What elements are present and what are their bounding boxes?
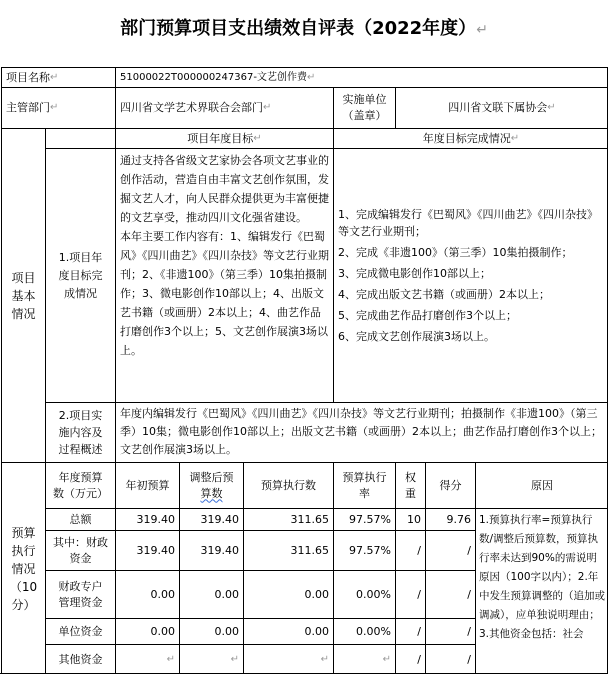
table-row-label-cell — [45, 570, 115, 618]
completion-item: 4、完成出版文艺书籍（或画册）2本以上； — [338, 288, 550, 301]
paragraph-mark-icon: ↵ — [263, 102, 272, 113]
executed-value: 0.00 — [304, 587, 329, 601]
rate-value: 0.00% — [356, 587, 391, 601]
adjusted-value: 0.00 — [214, 587, 239, 601]
adjusted-budget-cell — [179, 530, 243, 570]
paragraph-mark-icon: ↵ — [320, 653, 329, 665]
completion-item: 3、完成微电影创作10部以上； — [338, 267, 491, 280]
table-row-label-cell — [45, 508, 115, 530]
weight-cell — [395, 570, 425, 618]
executed-value: 311.65 — [290, 543, 329, 557]
score-value: / — [467, 652, 471, 666]
adjusted-header-cell — [179, 462, 243, 508]
paragraph-mark-icon: ↵ — [253, 132, 262, 144]
initial-budget-header: 年初预算 — [125, 478, 170, 492]
score-value: / — [467, 624, 471, 638]
rate-value: 97.57% — [349, 512, 391, 526]
weight-value: / — [417, 587, 421, 601]
weight-header-2: 重 — [405, 486, 416, 500]
paragraph-mark-icon: ↵ — [476, 22, 488, 38]
annual-goal-text-cell — [115, 148, 333, 402]
rate-header-cell — [333, 462, 395, 508]
rate-cell — [333, 618, 395, 644]
impl-label-cell — [45, 402, 115, 462]
rate-value: 0.00% — [356, 624, 391, 638]
goal-status-label-2: 度目标完 — [58, 268, 103, 282]
rate-cell — [333, 644, 395, 674]
rate-cell — [333, 530, 395, 570]
annual-budget-header-1: 年度预算 — [58, 470, 103, 484]
rate-cell — [333, 570, 395, 618]
weight-value: / — [417, 652, 421, 666]
goal-completion-header-cell — [333, 128, 608, 148]
goal-completion-list — [334, 206, 608, 345]
impl-unit-value-cell — [395, 87, 608, 128]
weight-value: 10 — [407, 512, 421, 526]
impl-label-1: 2.项目实 — [58, 409, 103, 422]
executed-cell — [243, 618, 333, 644]
goal-status-label-1: 1.项目年 — [58, 250, 103, 264]
adjusted-budget-cell — [179, 508, 243, 530]
completion-item: 6、完成文艺创作展演3场以上。 — [338, 330, 495, 343]
completion-item: 5、完成曲艺作品打磨创作3个以上； — [338, 309, 517, 322]
annual-goal-header: 项目年度目标 — [187, 131, 254, 145]
budget-label-2: 执行 — [11, 543, 36, 558]
title-text: 部门预算项目支出绩效自评表（2022年度） — [120, 18, 477, 39]
score-cell — [425, 618, 475, 644]
rate-header-1: 预算执行 — [342, 470, 387, 484]
impl-label-3: 过程概述 — [58, 443, 103, 456]
row-label: 其中：财政 — [53, 535, 108, 549]
reason-text-cell — [475, 508, 608, 674]
initial-budget-cell — [115, 618, 179, 644]
score-cell — [425, 530, 475, 570]
executed-value: 311.65 — [290, 512, 329, 526]
weight-value: / — [417, 624, 421, 638]
annual-budget-header-2: 数（万元） — [53, 486, 108, 500]
adjusted-value: 0.00 — [214, 624, 239, 638]
score-header: 得分 — [439, 478, 462, 492]
weight-cell — [395, 508, 425, 530]
score-cell — [425, 644, 475, 674]
basic-info-label-2: 基本 — [11, 288, 36, 303]
paragraph-mark-icon: ↵ — [510, 132, 520, 144]
weight-header-1: 权 — [405, 470, 416, 484]
annual-goal-header-cell — [115, 128, 333, 148]
paragraph-mark-icon: ↵ — [50, 102, 59, 113]
blank-header-cell — [45, 128, 115, 148]
goal-status-label-3: 成情况 — [64, 286, 97, 300]
adjusted-header-1: 调整后预 — [189, 470, 234, 484]
impl-unit-label-cell — [333, 87, 395, 128]
score-cell — [425, 570, 475, 618]
row-label: 管理资金 — [58, 595, 103, 609]
dept-label: 主管部门 — [6, 101, 50, 114]
initial-budget-cell — [115, 570, 179, 618]
dept-value: 四川省文学艺术界联合会部门 — [120, 101, 263, 114]
adjusted-header-2: 算数 — [200, 486, 223, 500]
score-value: / — [467, 543, 471, 557]
project-name-value-cell — [115, 67, 608, 87]
impl-unit-value: 四川省文联下属协会 — [448, 101, 548, 114]
reason-header-cell — [475, 462, 608, 508]
dept-label-cell — [1, 87, 115, 128]
paragraph-mark-icon: ↵ — [50, 71, 59, 83]
initial-budget-header-cell — [115, 462, 179, 508]
row-label: 单位资金 — [58, 624, 103, 638]
executed-header-cell — [243, 462, 333, 508]
impl-text-cell — [115, 402, 608, 462]
weight-value: / — [417, 543, 421, 557]
row-label: 资金 — [69, 551, 92, 565]
budget-label-cell — [1, 462, 45, 674]
impl-unit-label-1: 实施单位 — [342, 93, 387, 106]
annual-budget-header-cell — [45, 462, 115, 508]
completion-item: 1、完成编辑发行《巴蜀风》《四川曲艺》《四川杂技》等文艺行业期刊； — [338, 208, 598, 238]
paragraph-mark-icon: ↵ — [230, 653, 239, 665]
basic-info-label-cell — [1, 128, 45, 462]
initial-value: 319.40 — [136, 512, 175, 526]
budget-label-1: 预算 — [11, 525, 36, 540]
executed-cell — [243, 530, 333, 570]
goal-status-label-cell — [45, 148, 115, 402]
reason-header: 原因 — [531, 478, 553, 492]
paragraph-mark-icon: ↵ — [547, 102, 556, 113]
initial-value: 0.00 — [150, 587, 175, 601]
adjusted-value: 319.40 — [200, 543, 239, 557]
budget-label-3: 情况 — [11, 561, 36, 576]
basic-info-label-1: 项目 — [11, 270, 36, 285]
table-row-label-cell — [45, 644, 115, 674]
executed-cell — [243, 644, 333, 674]
project-name-label-cell — [1, 67, 115, 87]
initial-budget-cell — [115, 508, 179, 530]
adjusted-budget-cell — [179, 570, 243, 618]
score-header-cell — [425, 462, 475, 508]
score-value: / — [467, 587, 471, 601]
paragraph-mark-icon: ↵ — [382, 653, 391, 665]
score-value: 9.76 — [446, 512, 471, 526]
table-row-label-cell — [45, 618, 115, 644]
executed-value: 0.00 — [304, 624, 329, 638]
score-cell — [425, 508, 475, 530]
weight-cell — [395, 618, 425, 644]
weight-header-cell — [395, 462, 425, 508]
executed-cell — [243, 570, 333, 618]
initial-value: 0.00 — [150, 624, 175, 638]
weight-cell — [395, 644, 425, 674]
executed-cell — [243, 508, 333, 530]
weight-cell — [395, 530, 425, 570]
initial-budget-cell — [115, 530, 179, 570]
initial-budget-cell — [115, 644, 179, 674]
executed-header: 预算执行数 — [261, 478, 316, 492]
impl-label-2: 施内容及 — [58, 426, 103, 439]
paragraph-mark-icon: ↵ — [306, 71, 316, 83]
goal-completion-header: 年度目标完成情况 — [422, 131, 511, 145]
dept-value-cell — [115, 87, 333, 128]
budget-label-4: （10 — [9, 579, 38, 594]
paragraph-mark-icon: ↵ — [166, 653, 175, 665]
rate-cell — [333, 508, 395, 530]
annual-goal-text: 通过支持各省级文艺家协会各项文艺事业的创作活动，营造自由丰富文艺创作氛围，发掘文艺人才，向人民群众提供更为丰富便捷的文艺享受，推动四川文化强省建设。 本年主要工作内容有：1、编辑发行《巴蜀风》《四川曲艺》《四川杂技》等文艺行业期刊；2、《非遗100》（第三季）10集拍摄制作；3、微电影创作10部以上；4、出版文艺书籍（或画册）2本以上；4、曲艺作品打磨创作3个以上；5、文艺创作展演3场以上。 — [120, 154, 329, 357]
reason-text: 1.预算执行率=预算执行数/调整后预算数，预算执行率未达到90%的需说明原因（100字以内）；2.年中发生预算调整的（追加或调减），应单独说明理由；3.其他资金包括：社会 — [479, 514, 605, 640]
row-label: 总额 — [69, 512, 92, 526]
impl-unit-label-2: （盖章） — [342, 109, 387, 122]
completion-item: 2、完成《非遗100》（第三季）10集拍摄制作； — [338, 246, 573, 259]
goal-completion-cell — [333, 148, 608, 402]
initial-value: 319.40 — [136, 543, 175, 557]
adjusted-budget-cell — [179, 618, 243, 644]
row-label: 财政专户 — [58, 579, 103, 593]
project-name-value: 51000022T000000247367-文艺创作费 — [120, 71, 307, 83]
project-name-label: 项目名称 — [6, 70, 50, 84]
adjusted-value: 319.40 — [200, 512, 239, 526]
impl-text: 年度内编辑发行《巴蜀风》《四川曲艺》《四川杂技》等文艺行业期刊；拍摄制作《非遗100》（第三季）10集；微电影创作10部以上；出版文艺书籍（或画册）2本以上；曲艺作品打磨创作3个以上；文艺创作展演3场以上。 — [120, 407, 602, 456]
table-row-label-cell — [45, 530, 115, 570]
basic-info-label-3: 情况 — [11, 306, 36, 321]
rate-header-2: 率 — [359, 486, 370, 500]
row-label: 其他资金 — [58, 652, 103, 666]
budget-label-5: 分） — [11, 597, 36, 612]
adjusted-budget-cell — [179, 644, 243, 674]
rate-value: 97.57% — [349, 543, 391, 557]
